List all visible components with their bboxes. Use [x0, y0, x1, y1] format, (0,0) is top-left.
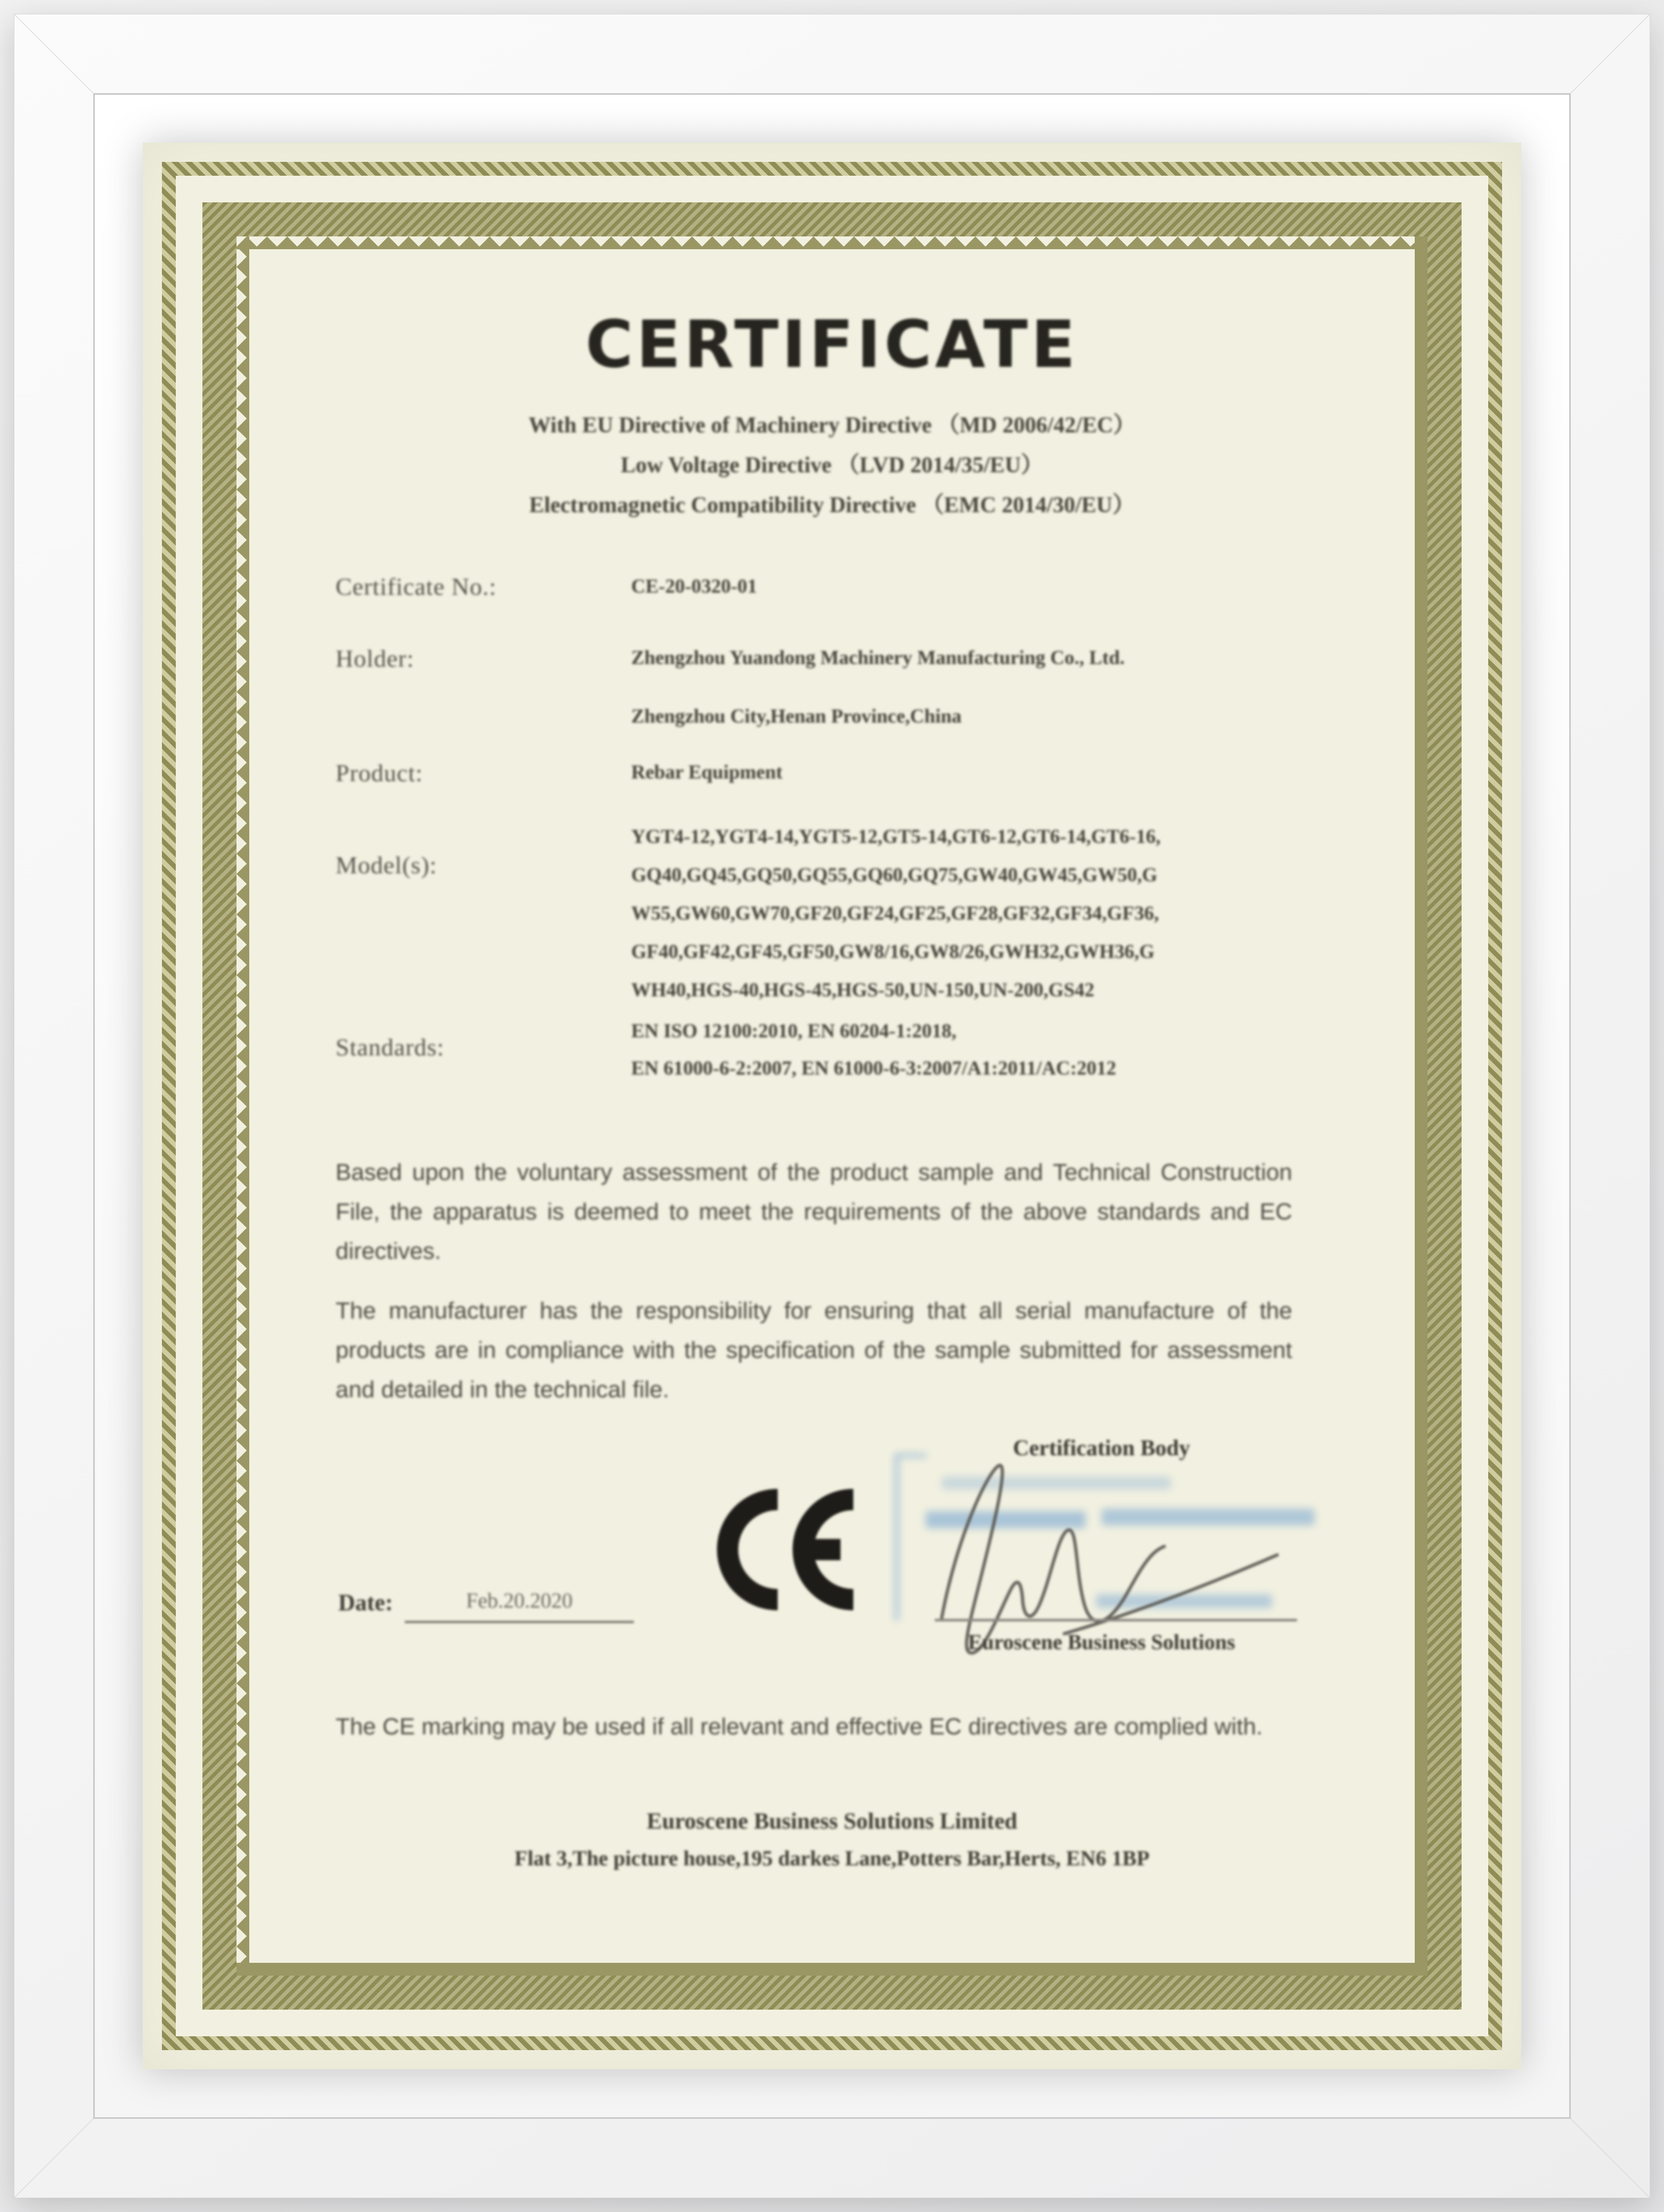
issuer-name: Euroscene Business Solutions Limited	[647, 1809, 1017, 1834]
models-line-4: GF40,GF42,GF45,GF50,GW8/16,GW8/26,GWH32,GWH36,G	[631, 941, 1155, 963]
models-line-2: GQ40,GQ45,GQ50,GQ55,GQ60,GQ75,GW40,GW45,GW50,G	[631, 864, 1157, 886]
product-label: Product:	[336, 759, 423, 787]
directive-low-voltage: Low Voltage Directive （LVD 2014/35/EU）	[621, 453, 1043, 478]
directive-emc: Electromagnetic Compatibility Directive （EMC 2014/30/EU）	[529, 493, 1135, 518]
ce-mark	[698, 1480, 863, 1619]
directive-lines	[143, 406, 1521, 526]
directive-machinery: With EU Directive of Machinery Directive （MD 2006/42/EC）	[528, 413, 1136, 438]
certificate-no-label: Certificate No.:	[336, 573, 497, 600]
holder-name: Zhengzhou Yuandong Machinery Manufacturing Co., Ltd.	[631, 647, 1125, 669]
stamp-bracket	[895, 1456, 899, 1621]
models-line-5: WH40,HGS-40,HGS-45,HGS-50,UN-150,UN-200,GS42	[631, 979, 1095, 1001]
standards-line-2: EN 61000-6-2:2007, EN 61000-6-3:2007/A1:2011/AC:2012	[631, 1058, 1116, 1079]
models-line-3: W55,GW60,GW70,GF20,GF24,GF25,GF28,GF32,GF34,GF36,	[631, 903, 1159, 924]
holder-address: Zhengzhou City,Henan Province,China	[631, 706, 962, 727]
date-value: Feb.20.2020	[466, 1588, 573, 1612]
certificate-paper	[143, 143, 1521, 2069]
standards-value	[631, 1013, 1292, 1087]
issuer-address: Flat 3,The picture house,195 darkes Lane,Potters Bar,Herts, EN6 1BP	[514, 1846, 1150, 1870]
ce-marking-note: The CE marking may be used if all relevant and effective EC directives are complied with.	[336, 1714, 1263, 1740]
manufacturer-paragraph: The manufacturer has the responsibility for ensuring that all serial manufacture of the products are in compliance with the specification of the sample submitted for assessment and detailed in the technical file.	[336, 1298, 1292, 1403]
models-line-1: YGT4-12,YGT4-14,YGT5-12,GT5-14,GT6-12,GT6-14,GT6-16,	[631, 826, 1161, 848]
signature-underline	[935, 1619, 1297, 1621]
date-underline	[405, 1621, 634, 1623]
models-label: Model(s):	[336, 851, 437, 879]
date-label: Date:	[338, 1590, 393, 1616]
certification-body-name: Euroscene Business Solutions	[968, 1630, 1235, 1654]
standards-label: Standards:	[336, 1034, 445, 1061]
holder-label: Holder:	[336, 645, 414, 672]
product-value: Rebar Equipment	[631, 761, 783, 783]
certification-body-heading: Certification Body	[1013, 1436, 1190, 1461]
signature	[904, 1442, 1309, 1658]
certificate-content	[143, 143, 1521, 2069]
assessment-paragraph: Based upon the voluntary assessment of the product sample and Technical Construction File, the apparatus is deemed to meet the requirements of the above standards and EC directives.	[336, 1159, 1292, 1264]
certificate-no-value: CE-20-0320-01	[631, 576, 757, 597]
certificate-title: CERTIFICATE	[585, 307, 1079, 382]
standards-line-1: EN ISO 12100:2010, EN 60204-1:2018,	[631, 1020, 957, 1042]
models-value	[631, 818, 1292, 1010]
